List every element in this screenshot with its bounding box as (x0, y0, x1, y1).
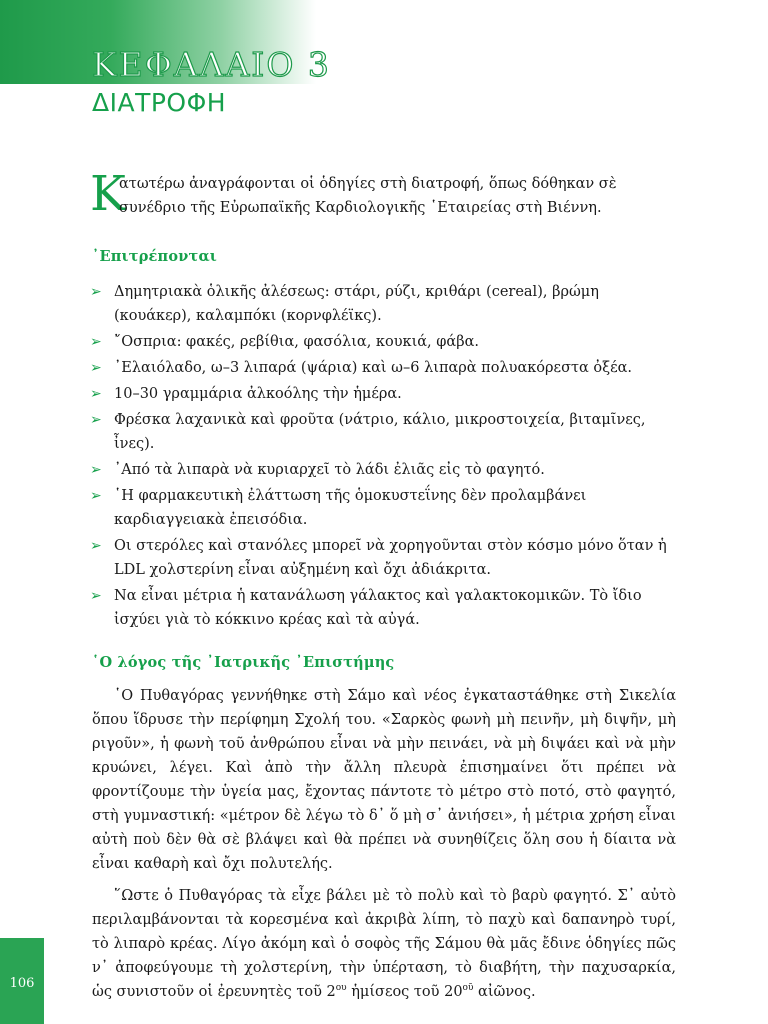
list-item (90, 534, 680, 582)
arrow-bullet-icon: ➢ (90, 386, 102, 402)
list-item-text: ῎Οσπρια: φακές, ρεβίθια, φασόλια, κουκιά, φάβα. (114, 334, 479, 350)
body-paragraph-text: ῞Ωστε ὁ Πυθαγόρας τὰ εἶχε βάλει μὲ τὸ πολὺ καὶ τὸ βαρὺ φαγητό. Σ᾿ αὐτὸ περιλαμβάνονται τὰ κορεσμένα καὶ ἀκριβὰ λίπη, τὸ παχὺ καὶ δαπανηρὸ τυρί, τὸ λιπαρὸ κρέας. Λίγο ἀκόμη καὶ ὁ σοφὸς τῆς Σάμου θὰ μᾶς ἔδινε ὁδηγίες πῶς ν᾿ ἀποφεύγουμε τὴ χολστερίνη, τὴν ὑπέρταση, τὸ διαβήτη, τὴν παχυσαρκία, ὡς συνιστοῦν οἱ ἐρευνητὲς τοῦ 2 (92, 888, 676, 1000)
section-heading-allowed: ᾿Επιτρέπονται (92, 248, 218, 265)
list-item-text: ῾Η φαρμακευτικὴ ἐλάττωση τῆς ὁμοκυστεΐνης δὲν προλαμβάνει καρδιαγγειακὰ ἐπεισόδια. (114, 488, 587, 528)
body-paragraph-text: αἰῶνος. (473, 984, 536, 1000)
list-item-text: Να εἶναι μέτρια ἡ κατανάλωση γάλακτος καὶ γαλακτοκομικῶν. Τὸ ἴδιο ἰσχύει γιὰ τὸ κόκκινο κρέας καὶ τὰ αὐγά. (114, 588, 642, 628)
list-item (90, 330, 680, 354)
list-item (90, 408, 680, 456)
list-item (90, 356, 680, 380)
arrow-bullet-icon: ➢ (90, 334, 102, 350)
body-paragraph-text: ἡμίσεος τοῦ 20 (346, 984, 463, 1000)
body-paragraph: ῾Ο Πυθαγόρας γεννήθηκε στὴ Σάμο καὶ νέος ἐγκαταστάθηκε στὴ Σικελία ὅπου ἵδρυσε τὴν περίφημη Σχολή του. «Σαρκὸς φωνὴ μὴ πεινῆν, μὴ διψῆν, μὴ ριγοῦν», ἡ φωνὴ τοῦ ἀνθρώπου εἶναι νὰ μὴν πεινάει, νὰ μὴ διψάει καὶ νὰ μὴν κρυώνει, λέγει. Καὶ ἀπὸ τὴν ἄλλη πλευρὰ ἐπισημαίνει ὅτι πρέπει νὰ φροντίζουμε τὴν ὑγεία μας, ἔχοντας πάντοτε τὸ μέτρο στὸ ποτό, στὸ φαγητό, στὴ γυμναστική: «μέτρον δὲ λέγω τὸ δ᾿ ὅ μὴ σ᾿ ἀνιήσει», ἡ μέτρια χρήση εἶναι αὐτὴ ποὺ δὲν θὰ σὲ βλάψει καὶ θὰ πρέπει νὰ συνηθίζεις ὅλη σου ἡ δίαιτα νὰ εἶναι καθαρὴ καὶ ὄχι πολυτελής. (92, 688, 676, 872)
list-item-text: Φρέσκα λαχανικὰ καὶ φροῦτα (νάτριο, κάλιο, μικροστοιχεία, βιταμῖνες, ἶνες). (114, 412, 646, 452)
intro-text: ατωτέρω ἀναγράφονται οἱ ὁδηγίες στὴ διατροφή, ὅπως δόθηκαν σὲ συνέδριο τῆς Εὐρωπαϊκῆς Καρδιολογικῆς ῾Εταιρείας στὴ Βιέννη. (119, 176, 617, 216)
list-item-text: Δημητριακὰ ὁλικῆς ἀλέσεως: στάρι, ρύζι, κριθάρι (cereal), βρώμη (κουάκερ), καλαμπόκι (κορνφλέϊκς). (114, 284, 599, 324)
arrow-bullet-icon: ➢ (90, 360, 102, 376)
arrow-bullet-icon: ➢ (90, 462, 102, 478)
drop-cap: Κ (90, 166, 126, 222)
section-heading-medicine: ῾Ο λόγος τῆς ᾿Ιατρικῆς ᾿Επιστήμης (92, 654, 395, 671)
list-item-text: Οι στερόλες καὶ στανόλες μπορεῖ νὰ χορηγοῦνται στὸν κόσμο μόνο ὅταν ἡ LDL χολστερίνη εἶναι αὐξημένη καὶ ὄχι ἀδιάκριτα. (114, 538, 667, 578)
medicine-body (92, 684, 676, 1012)
arrow-bullet-icon: ➢ (90, 488, 102, 504)
list-item (90, 484, 680, 532)
list-item-text: ᾿Ελαιόλαδο, ω–3 λιπαρά (ψάρια) καὶ ω–6 λιπαρὰ πολυακόρεστα ὀξέα. (114, 360, 633, 376)
list-item (90, 382, 680, 406)
ordinal-superscript: οῦ (462, 983, 474, 994)
ordinal-superscript: ου (335, 983, 347, 994)
arrow-bullet-icon: ➢ (90, 412, 102, 428)
arrow-bullet-icon: ➢ (90, 284, 102, 300)
arrow-bullet-icon: ➢ (90, 588, 102, 604)
arrow-bullet-icon: ➢ (90, 538, 102, 554)
list-item (90, 584, 680, 632)
list-item (90, 458, 680, 482)
allowed-list (90, 280, 680, 634)
chapter-title: ΔΙΑΤΡΟΦΗ (92, 88, 227, 117)
chapter-label: ΚΕΦΑΛΑΙΟ 3 (92, 45, 331, 84)
list-item-text: ᾿Από τὰ λιπαρὰ νὰ κυριαρχεῖ τὸ λάδι ἐλιᾶς εἰς τὸ φαγητό. (114, 462, 545, 478)
body-paragraph (92, 884, 676, 1004)
page-number: 106 (9, 976, 35, 991)
list-item-text: 10–30 γραμμάρια ἀλκοόλης τὴν ἡμέρα. (114, 386, 402, 402)
list-item (90, 280, 680, 328)
